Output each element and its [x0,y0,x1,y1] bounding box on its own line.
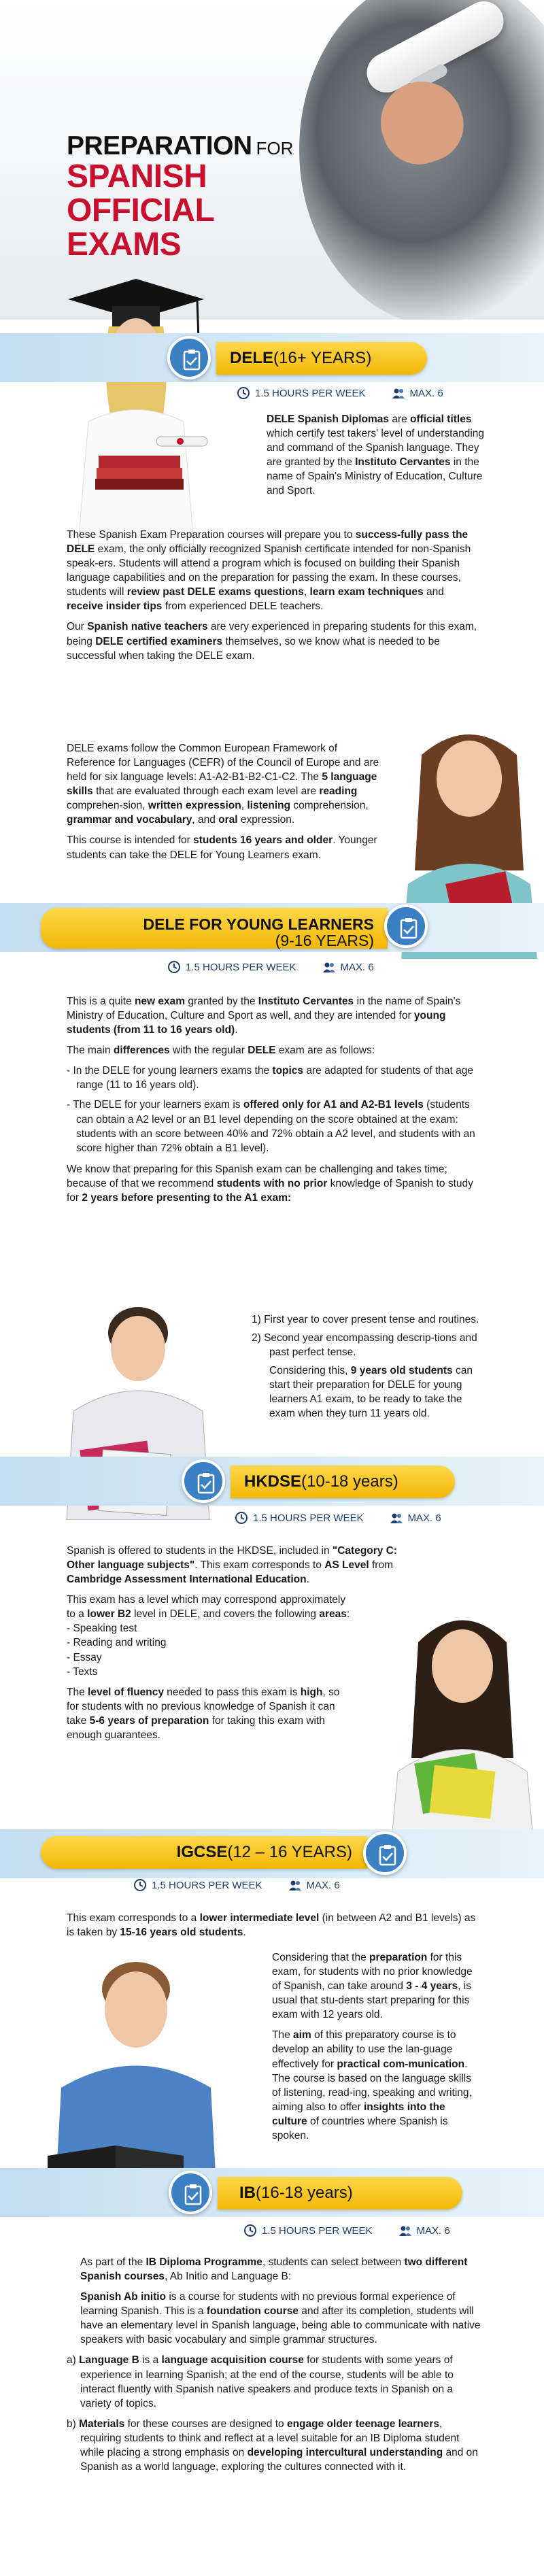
clock-icon [243,2224,257,2237]
hkdse-hours: 1.5 HOURS PER WEEK [253,1512,364,1524]
hkdse-age-range: (10-18 years) [301,1472,398,1491]
text-fragment: . [235,1024,238,1036]
paragraph [272,2028,483,2143]
ib-max: MAX. 6 [416,2224,450,2237]
meta-item [167,960,296,974]
text-fragment: for taking this exam with enough guarantees. [67,1714,325,1741]
dele-young-max: MAX. 6 [340,961,374,973]
text-fragment: areas [319,1608,347,1621]
igcse-meta [133,1878,366,1892]
text-fragment: This is a quite [67,996,135,1007]
title-line-exams: EXAMS [67,226,182,262]
hkdse-title-pill [231,1465,455,1498]
meta-item [322,960,374,974]
list-item [67,1098,483,1155]
text-fragment: Cambridge Assessment International Education [67,1574,307,1586]
text-fragment: for students with some years of experience in learning Spanish; at the end of the course, students will be able to interact fluently with Spanish native speakers and produce texts in Spanish on a variety of topics. [80,2354,454,2409]
text-fragment: - Essay [67,1651,102,1663]
text-fragment: written expression [148,800,241,812]
text-fragment: , requiring students to think and reflect at a level suitable for an IB Diploma student while placing a strong emphasis on [80,2418,460,2458]
text-fragment: aim [293,2029,311,2041]
text-fragment: b) [67,2418,80,2430]
group-icon [322,960,336,974]
dele-body-text [67,528,483,669]
paragraph [252,1363,483,1421]
dele-young-text [67,994,483,1211]
text-fragment: insights into the culture [272,2101,445,2127]
paragraph [67,1544,407,1587]
text-fragment: - Reading and writing [67,1637,167,1649]
clock-icon [167,960,181,974]
meta-item [235,1511,364,1525]
group-icon [398,2224,412,2237]
title-line-official: OFFICIAL [67,192,215,228]
text-fragment: lower intermediate level [199,1912,320,1924]
dele-intro-text [267,412,484,504]
text-fragment: differences [113,1045,170,1057]
text-fragment: 5 language skills [67,771,377,798]
text-fragment: - Speaking test [67,1623,137,1635]
meta-item [133,1878,262,1892]
paragraph [67,994,483,1037]
text-fragment: , so for students with no previous knowledge of Spanish it can take [67,1686,340,1727]
text-fragment: for this exam, for students with no prior knowledge of Spanish, can take around [272,1952,473,1993]
text-fragment: , [303,586,310,598]
hkdse-meta [235,1511,467,1525]
dele-title-pill [216,342,427,375]
group-icon [390,1511,403,1525]
text-fragment: foundation course [206,2305,299,2318]
ib-title-pill [218,2177,462,2209]
paragraph [54,2290,483,2347]
text-fragment: with the regular [169,1045,248,1057]
text-fragment: from [369,1559,393,1572]
text-fragment: students with no prior [216,1177,328,1189]
text-fragment: a) [67,2354,80,2367]
text-fragment: are very experienced in preparing students for this exam, being [67,621,477,647]
text-fragment: preparation [369,1952,428,1963]
text-fragment: level of fluency [88,1686,164,1698]
text-fragment: themselves, so we know what is needed to be successful when taking the DELE exam. [67,635,440,662]
text-fragment: from experienced DELE teachers. [162,600,324,613]
paragraph [67,1162,483,1205]
text-fragment: Considering this, [269,1365,351,1377]
text-fragment: learn exam techniques [309,586,424,598]
text-fragment: (students can obtain a A2 level or an B1 level depending on the score obtained at the exam: students with an score between 40% and 72% obtain a A2 level, and students with an score higher than 72% obtain a B1 level). [76,1099,475,1154]
text-fragment: This exam corresponds to a [67,1912,200,1924]
igcse-hours: 1.5 HOURS PER WEEK [152,1879,262,1891]
dele-young-steps [252,1312,483,1427]
clipboard-check-icon [375,1844,400,1868]
text-fragment: AS Level [324,1559,369,1572]
paragraph [67,620,483,662]
igcse-intro-text [67,1911,483,1946]
clock-icon [237,386,250,400]
paragraph [67,833,386,862]
text-fragment: for these courses are designed to [124,2418,287,2430]
text-fragment: topics [272,1065,304,1077]
group-icon [392,386,405,400]
igcse-badge [363,1831,407,1875]
text-fragment: . [243,1927,246,1939]
text-fragment: reading [319,785,358,798]
text-fragment: , students can select between [262,2256,405,2268]
text-fragment: comprehen-sion, [67,800,148,812]
dele-young-hours: 1.5 HOURS PER WEEK [186,961,296,973]
ib-badge [169,2171,212,2214]
text-fragment: IB Diploma Programme [146,2256,262,2268]
text-fragment: in the name of Spain's Ministry of Education, Culture and Sport as well, and they are intended for [67,996,461,1022]
paragraph [67,1593,352,1678]
text-fragment: DELE [248,1045,276,1057]
graduate-woman-image [48,258,218,544]
title-word-for: FOR [256,138,294,158]
text-fragment: which certify test takers' level of understanding and command of the Spanish language. They are granted by the [267,428,485,469]
text-fragment: DELE Spanish Diplomas [267,413,390,425]
dele-young-age-range: (9-16 YEARS) [275,931,374,949]
paragraph [252,1312,483,1359]
text-fragment: exam, the only officially recognized Spanish certificate intended for non-Spanish speak-ers. Students will attend a program which is focused on building their Spanish language capabilities and on the preparation for passing the exam. In these courses, students will [67,543,471,598]
ib-text [54,2255,483,2480]
text-fragment: 15-16 years old students [120,1927,243,1939]
text-fragment: 1) First year to cover present tense and routines. [252,1314,479,1325]
ib-meta [243,2224,476,2237]
clipboard-check-icon [194,1472,218,1496]
text-fragment: and after its completion, students will have an elementary level in Spanish language, being able to communicate with native speakers with basic vocabulary and simple grammar structures. [80,2305,481,2346]
text-fragment: high [300,1686,323,1698]
text-fragment: comprehension, [290,800,369,812]
dele-meta [237,386,469,400]
text-fragment: granted by the [185,996,258,1007]
meta-item [288,1878,340,1892]
ib-title: IB [239,2184,256,2202]
text-fragment: , [241,800,248,812]
text-fragment: listening [247,800,291,812]
hero-title [67,133,293,261]
paragraph [54,2255,483,2284]
dele-young-title: DELE FOR YOUNG LEARNERS [143,915,374,933]
text-fragment: As part of the [80,2256,146,2268]
text-fragment: . This exam corresponds to [194,1559,325,1572]
text-fragment: We know that preparing for this Spanish exam can be challenging and takes time; because of that we recommend [67,1163,447,1189]
text-fragment: lower B2 [87,1608,131,1621]
text-fragment: DELE certified examiners [95,635,223,647]
text-fragment: These Spanish Exam Preparation courses will prepare you to [67,529,356,541]
text-fragment: can start their preparation for DELE for young learners A1 exam, to be ready to take the exam when they turn 11 years old. [269,1365,473,1420]
text-fragment: "Category C: Other language subjects" [67,1545,398,1572]
girl-with-notebooks-image [381,1601,544,1846]
text-fragment: engage older teenage learners [286,2418,439,2430]
igcse-age-range: (12 – 16 YEARS) [227,1843,352,1861]
text-fragment: expression. [237,814,295,826]
text-fragment: Instituto Cervantes [355,456,451,469]
dele-title: DELE [230,349,274,367]
igcse-title-pill [41,1836,367,1869]
clipboard-check-icon [181,2183,205,2207]
text-fragment: Instituto Cervantes [258,996,354,1007]
text-fragment: , and [192,814,219,826]
igcse-max: MAX. 6 [306,1879,340,1891]
paragraph [54,2353,483,2410]
text-fragment: The main [67,1045,114,1057]
meta-item [237,386,366,400]
text-fragment: , Ab Initio and Language B: [165,2271,292,2283]
paragraph [54,2417,483,2474]
text-fragment: are [389,413,411,425]
text-fragment: two different Spanish courses [80,2256,468,2283]
title-line-preparation: PREPARATION [67,131,252,160]
dele-hours: 1.5 HOURS PER WEEK [255,387,366,399]
text-fragment: DELE exams follow the Common European Framework of Reference for Languages (CEFR) of the Council of Europe and are held for six language levels: A1-A2-B1-B2-C1-C2. The [67,743,379,783]
text-fragment: are adapted for students of that age range (11 to 16 years old). [76,1065,473,1091]
text-fragment: (in between A2 and B1 levels) as is taken by [67,1912,476,1939]
text-fragment: and on Spanish as a world language, exploring the cultures connected with it. [80,2446,478,2473]
text-fragment: review past DELE exams questions [126,586,304,598]
dele-young-badge [384,904,428,948]
text-fragment: : [346,1608,350,1621]
meta-item [243,2224,373,2237]
text-fragment: offered only for A1 and A2-B1 levels [243,1099,424,1111]
text-fragment: receive insider tips [67,600,163,613]
group-icon [288,1878,302,1892]
dele-levels-text [67,741,386,868]
text-fragment: Spanish Ab initio [80,2291,167,2303]
paragraph [267,412,484,498]
ib-hours: 1.5 HOURS PER WEEK [262,2224,373,2237]
dele-age-range: (16+ YEARS) [273,349,372,367]
text-fragment: young students (from 11 to 16 years old) [67,1010,446,1036]
text-fragment: The [272,2029,294,2041]
paragraph [67,1685,352,1742]
text-fragment: that are evaluated through each exam level are [92,785,320,798]
text-fragment: Spanish native teachers [87,621,208,633]
clipboard-check-icon [396,917,421,941]
clock-icon [133,1878,147,1892]
meta-item [398,2224,450,2237]
list-item [67,1064,483,1092]
text-fragment: is a course for students with no previous formal experience of learning Spanish. This is a [80,2291,456,2318]
dele-young-meta [167,960,400,974]
text-fragment: - In the DELE for young learners exams the [67,1065,273,1077]
text-fragment: of this preparatory course is to develop an ability to use the lan-guage effectively for [272,2029,456,2070]
text-fragment: level in DELE, and covers the following [131,1608,320,1621]
text-fragment: knowledge of Spanish to study for [67,1177,473,1204]
text-fragment: new exam [134,996,186,1007]
text-fragment: oral [218,814,238,826]
text-fragment: - The DELE for your learners exam is [67,1099,243,1111]
meta-item [392,386,443,400]
text-fragment: - Texts [67,1665,98,1678]
text-fragment: practical com-munication [337,2058,465,2070]
text-fragment: language acquisition course [161,2354,304,2367]
dele-max: MAX. 6 [409,387,443,399]
text-fragment: of countries where Spanish is spoken. [272,2115,448,2141]
hkdse-text [67,1544,407,1748]
text-fragment: needed to pass this exam is [164,1686,301,1698]
text-fragment: Our [67,621,88,633]
clock-icon [235,1511,248,1525]
text-fragment: , is usual that stu-dents start preparing for this exam with 12 years old. [272,1980,471,2021]
paragraph [67,528,483,613]
text-fragment: students 16 years and older [193,834,333,847]
text-fragment: is a [139,2354,162,2367]
igcse-title: IGCSE [176,1843,228,1861]
text-fragment: 2 years before presenting to the A1 exam: [82,1191,292,1204]
meta-item [390,1511,441,1525]
text-fragment: . [306,1574,309,1586]
hkdse-title: HKDSE [244,1472,302,1491]
text-fragment: grammar and vocabulary [67,814,192,826]
paragraph [272,1950,483,2022]
text-fragment: 2) Second year encompassing descrip-tions and past perfect tense. [252,1332,477,1359]
text-fragment: This course is intended for [67,834,194,847]
text-fragment: exam are as follows: [275,1045,375,1057]
hkdse-badge [182,1459,225,1503]
dele-young-title-pill [41,908,388,949]
ib-age-range: (16-18 years) [256,2184,353,2202]
paragraph [67,1064,483,1155]
text-fragment: . The course is based on the language skills of listening, read-ing, speaking and writing, aiming also to offer [272,2058,472,2113]
text-fragment: This exam has a level which may correspond approximately to a [67,1594,346,1621]
text-fragment: Materials [79,2418,125,2430]
text-fragment: The [67,1686,88,1698]
clipboard-check-icon [180,348,204,373]
text-fragment: 3 - 4 years [406,1980,458,1993]
igcse-body-text [272,1950,483,2149]
title-line-spanish: SPANISH [67,158,207,194]
paragraph [67,1911,483,1939]
text-fragment: . Younger students can take the DELE for Young Learners exam. [67,834,377,861]
text-fragment: and [423,586,444,598]
paragraph [67,1043,483,1057]
text-fragment: Language B [79,2354,139,2367]
text-fragment: developing intercultural understanding [247,2446,443,2458]
text-fragment: success-fully pass the DELE [67,529,469,556]
text-fragment: in the name of Spain's Ministry of Education, Culture and Sport. [267,456,483,497]
text-fragment: Spanish is offered to students in the HKDSE, included in [67,1545,333,1557]
hkdse-max: MAX. 6 [407,1512,441,1524]
text-fragment: 5-6 years of preparation [89,1714,209,1727]
text-fragment: 9 years old students [350,1365,453,1377]
text-fragment: official titles [410,413,472,425]
text-fragment: Considering that the [272,1952,370,1963]
dele-badge [167,336,211,379]
paragraph [67,741,386,827]
